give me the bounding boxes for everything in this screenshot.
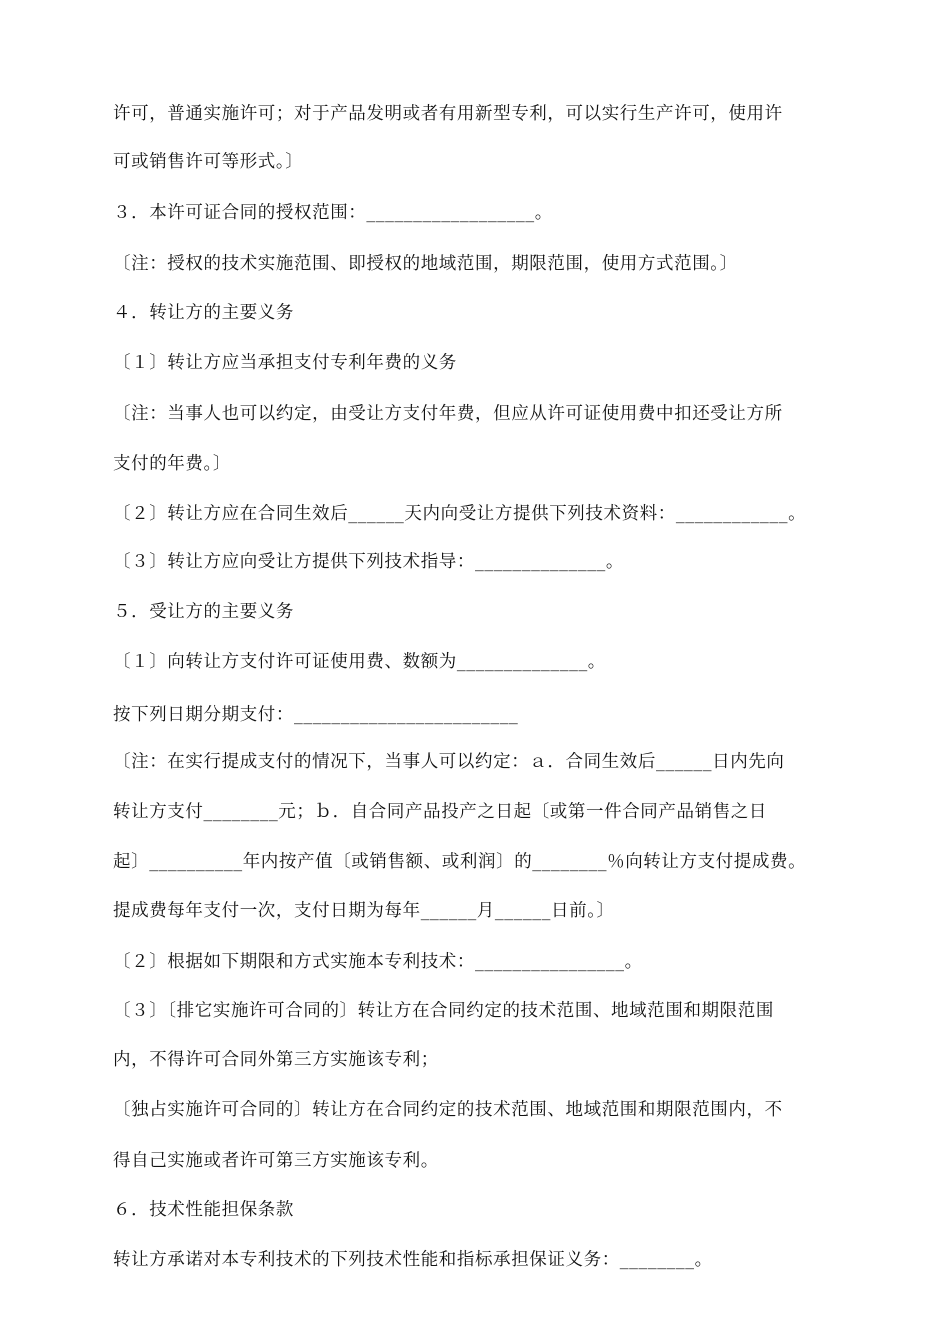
note-line: 〔注：在实行提成支付的情况下，当事人可以约定：ａ．合同生效后______日内先向 xyxy=(113,752,785,772)
clause-line: 〔３〕转让方应向受让方提供下列技术指导：______________。 xyxy=(113,552,624,572)
note-line: 支付的年费。〕 xyxy=(113,454,231,474)
note-line: 提成费每年支付一次，支付日期为每年______月______日前。〕 xyxy=(113,901,615,921)
clause-line: 内，不得许可合同外第三方实施该专利； xyxy=(113,1050,439,1070)
clause-line: 〔独占实施许可合同的〕转让方在合同约定的技术范围、地域范围和期限范围内，不 xyxy=(113,1100,783,1120)
clause-line: 转让方承诺对本专利技术的下列技术性能和指标承担保证义务：________。 xyxy=(113,1250,713,1270)
note-line: 转让方支付________元；ｂ．自合同产品投产之日起〔或第一件合同产品销售之日 xyxy=(113,802,767,822)
clause-line: 〔２〕转让方应在合同生效后______天内向受让方提供下列技术资料：____________。 xyxy=(113,504,807,524)
text-line: 可或销售许可等形式。〕 xyxy=(113,152,304,172)
note-line: 〔注：当事人也可以约定，由受让方支付年费，但应从许可证使用费中扣还受让方所 xyxy=(113,404,783,424)
section-heading-4: ４．转让方的主要义务 xyxy=(113,303,294,323)
clause-line: 〔１〕向转让方支付许可证使用费、数额为______________。 xyxy=(113,652,606,672)
clause-line: 〔１〕转让方应当承担支付专利年费的义务 xyxy=(113,353,457,373)
text-line: 许可，普通实施许可；对于产品发明或者有用新型专利，可以实行生产许可，使用许 xyxy=(113,104,783,124)
note-line: 起〕__________年内按产值〔或销售额、或利润〕的________％向转让方支付提成费。 xyxy=(113,852,807,872)
clause-line: 〔２〕根据如下期限和方式实施本专利技术：________________。 xyxy=(113,952,643,972)
section-heading-5: ５．受让方的主要义务 xyxy=(113,602,294,622)
clause-line: 得自己实施或者许可第三方实施该专利。 xyxy=(113,1151,439,1171)
clause-line: 按下列日期分期支付：________________________ xyxy=(113,705,519,725)
note-line: 〔注：授权的技术实施范围、即授权的地域范围，期限范围，使用方式范围。〕 xyxy=(113,254,738,274)
section-heading-3: ３．本许可证合同的授权范围：__________________。 xyxy=(113,203,553,223)
section-heading-6: ６．技术性能担保条款 xyxy=(113,1200,294,1220)
clause-line: 〔３〕〔排它实施许可合同的〕转让方在合同约定的技术范围、地域范围和期限范围 xyxy=(113,1001,774,1021)
